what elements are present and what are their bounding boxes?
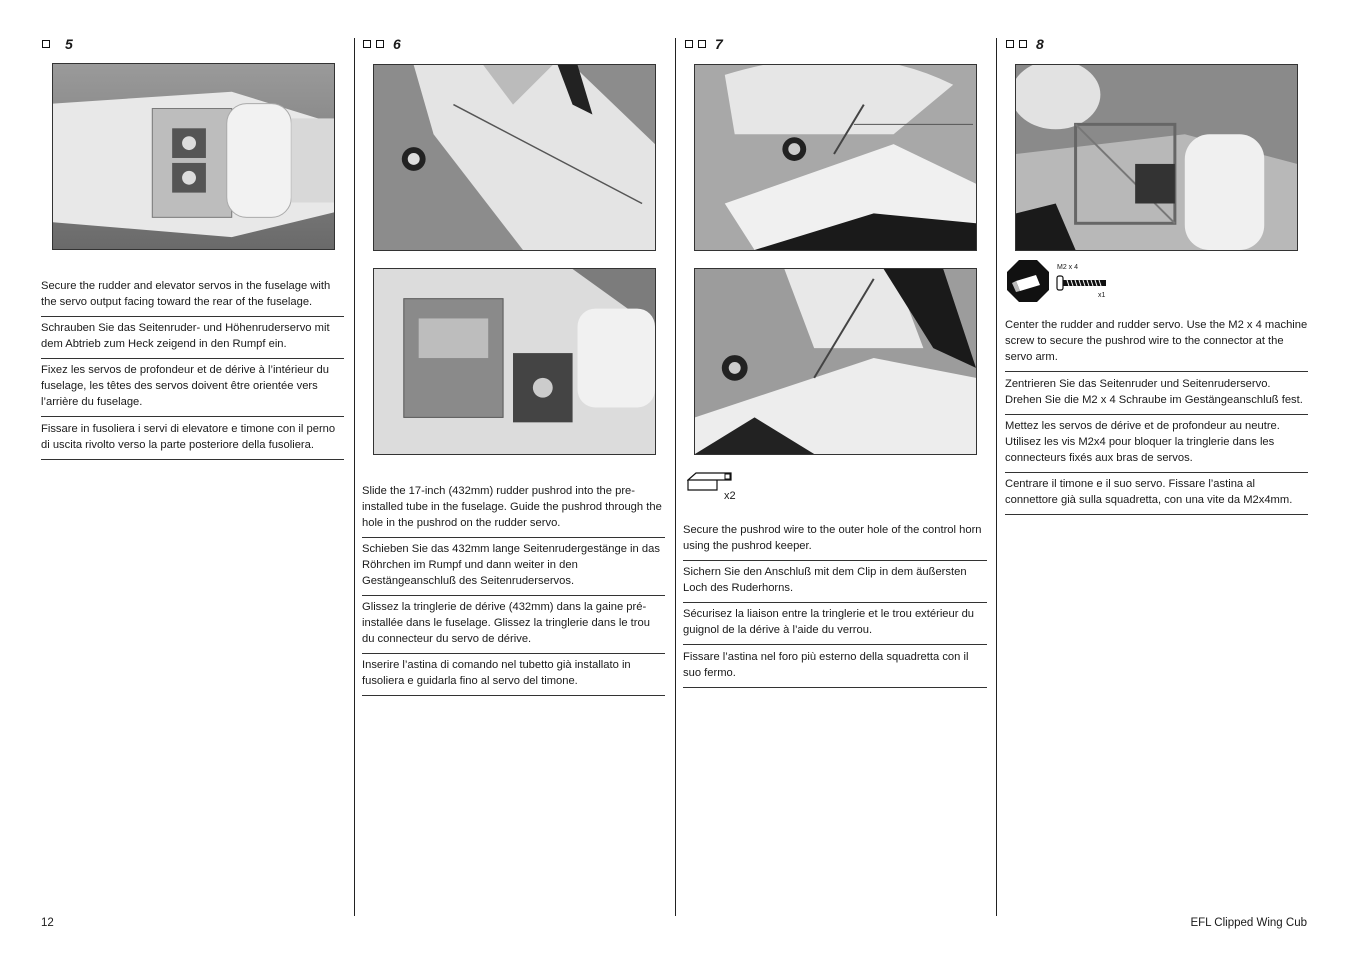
step-number: 6 <box>393 36 401 52</box>
photo-pushrod-keeper <box>694 64 977 251</box>
step-6-text-fr: Glissez la tringlerie de dérive (432mm) dans la gaine pré-installée dans le fuselage. Glissez la tringlerie dans le trou du connecteur du servo de dérive. <box>362 599 665 654</box>
step-number: 5 <box>65 36 73 52</box>
page-number: 12 <box>41 917 54 929</box>
screw-icon <box>1056 275 1108 291</box>
pushrod-keeper-icon <box>687 472 735 492</box>
footer-product-name: EFL Clipped Wing Cub <box>1190 917 1307 929</box>
step-6-text-it: Inserire l’astina di comando nel tubetto già installato in fusoliera e guidarla fino al servo del timone. <box>362 657 665 696</box>
step-7-text-it: Fissare l’astina nel foro più esterno della squadretta con il suo fermo. <box>683 649 987 688</box>
step-8-text-fr: Mettez les servos de dérive et de profondeur au neutre. Utilisez les vis M2x4 pour bloquer la tringlerie dans les connecteurs fixés aux bras de servos. <box>1005 418 1308 473</box>
column-divider <box>354 38 355 916</box>
photo-servos-in-fuselage <box>52 63 335 250</box>
checkbox-icon <box>363 40 371 48</box>
checkbox-icon <box>376 40 384 48</box>
step-number: 8 <box>1036 36 1044 52</box>
keeper-quantity: x2 <box>724 490 736 502</box>
photo-pushrod-servo <box>373 268 656 455</box>
photo-center-rudder <box>1015 64 1298 251</box>
step-8-text-en: Center the rudder and rudder servo. Use the M2 x 4 machine screw to secure the pushrod wire to the connector at the servo arm. <box>1005 317 1308 372</box>
step-7-text-en: Secure the pushrod wire to the outer hole of the control horn using the pushrod keeper. <box>683 522 987 561</box>
step-5-text-de: Schrauben Sie das Seitenruder- und Höhenruderservo mit dem Abtrieb zum Heck zeigend in den Rumpf ein. <box>41 320 344 359</box>
column-divider <box>675 38 676 916</box>
step-8-header <box>1006 36 1044 52</box>
checkbox-icon <box>1019 40 1027 48</box>
step-6-header <box>363 36 401 52</box>
step-5-text-en: Secure the rudder and elevator servos in the fuselage with the servo output facing toward the rear of the fuselage. <box>41 278 344 317</box>
step-5-header <box>42 36 73 52</box>
step-number: 7 <box>715 36 723 52</box>
step-8-text-de: Zentrieren Sie das Seitenruder und Seitenruderservo. Drehen Sie die M2 x 4 Schraube im Gestängeanschluß fest. <box>1005 376 1308 415</box>
screw-quantity: x1 <box>1098 292 1106 299</box>
step-8-text-it: Centrare il timone e il suo servo. Fissare l’astina al connettore già sulla squadretta, con una vite da M2x4mm. <box>1005 476 1308 515</box>
step-6-text-en: Slide the 17-inch (432mm) rudder pushrod into the pre-installed tube in the fuselage. Guide the pushrod through the hole in the pushrod on the rudder servo. <box>362 483 665 538</box>
photo-pushrod-tail <box>373 64 656 251</box>
step-7-text-de: Sichern Sie den Anschluß mit dem Clip in dem äußersten Loch des Ruderhorns. <box>683 564 987 603</box>
photo-control-horn <box>694 268 977 455</box>
checkbox-icon <box>42 40 50 48</box>
screw-size-label: M2 x 4 <box>1057 264 1079 271</box>
step-5-text-it: Fissare in fusoliera i servi di elevatore e timone con il perno di uscita rivolto verso la parte posteriore della fusoliera. <box>41 421 344 460</box>
step-7-text-fr: Sécurisez la liaison entre la tringlerie et le trou extérieur du guignol de la dérive à l’aide du verrou. <box>683 606 987 645</box>
checkbox-icon <box>685 40 693 48</box>
screwdriver-icon <box>1006 259 1050 303</box>
step-6-text-de: Schieben Sie das 432mm lange Seitenrudergestänge in das Röhrchen im Rumpf und dann weiter in den Gestängeanschluß des Seitenruderservos. <box>362 541 665 596</box>
checkbox-icon <box>1006 40 1014 48</box>
checkbox-icon <box>698 40 706 48</box>
step-5-text-fr: Fixez les servos de profondeur et de dérive à l’intérieur du fuselage, les têtes des servos doivent être orientée vers l’arrière du fuselage. <box>41 362 344 417</box>
step-7-header <box>685 36 723 52</box>
column-divider <box>996 38 997 916</box>
